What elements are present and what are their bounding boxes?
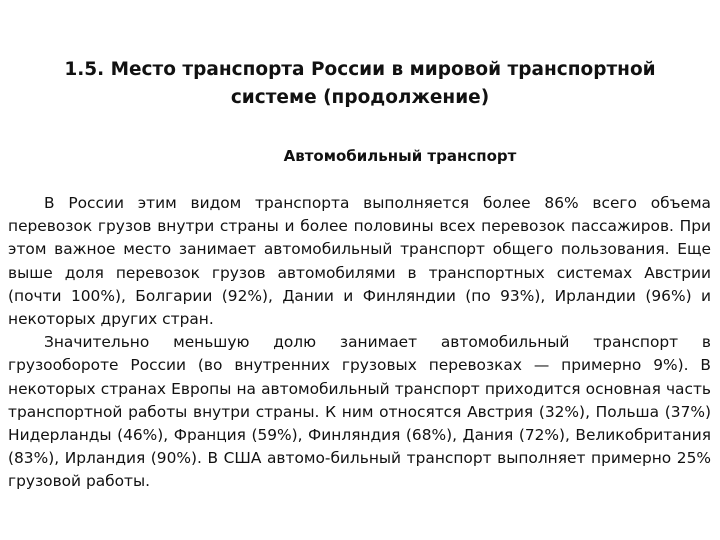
paragraph: Значительно меньшую долю занимает автомобильный транспорт в грузообороте России (во внутренних грузовых перевозках — примерно 9%). В некоторых странах Европы на автомобильный транспорт приходится основная часть транспортной работы внутри страны. К ним относятся Австрия (32%), Польша (37%) Нидерланды (46%), Франция (59%), Финляндия (68%), Дания (72%), Великобритания (83%), Ирландия (90%). В США автомо-бильный транспорт выполняет примерно 25% грузовой работы. xyxy=(8,333,711,491)
paragraph: В России этим видом транспорта выполняется более 86% всего объема перевозок грузов внутри страны и более половины всех перевозок пассажиров. При этом важное место занимает автомобильный транспорт общего пользования. Еще выше доля перевозок грузов автомобилями в транспортных системах Австрии (почти 100%), Болгарии (92%), Дании и Финляндии (по 93%), Ирландии (96%) и некоторых других стран. xyxy=(8,194,711,329)
body-text xyxy=(8,192,711,494)
slide-title: 1.5. Место транспорта России в мировой транспортной системе (продолжение) xyxy=(64,59,656,108)
section-subtitle: Автомобильный транспорт xyxy=(283,147,517,165)
